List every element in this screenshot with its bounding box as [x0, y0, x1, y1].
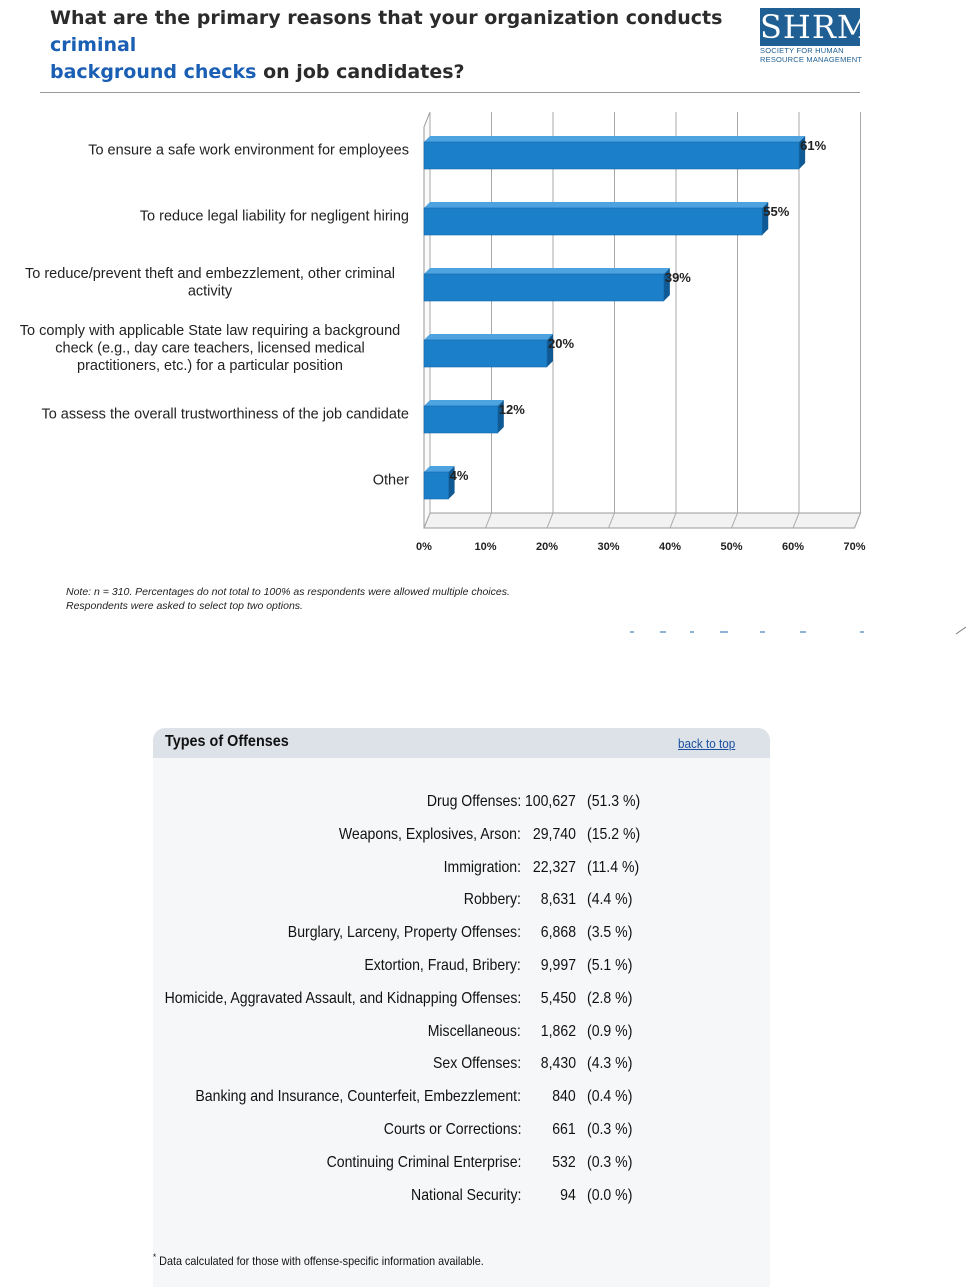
offense-row: [153, 987, 770, 1011]
logo-subtitle-line-2: RESOURCE MANAGEMENT: [760, 55, 863, 64]
chart-x-ticks: [416, 541, 866, 553]
offense-percent: (0.9 %): [587, 1022, 633, 1040]
bar-front-face: [424, 340, 547, 367]
decorative-artifact: [620, 626, 969, 638]
offense-label: Continuing Criminal Enterprise:: [326, 1153, 521, 1171]
bar: [424, 400, 504, 433]
offense-count: 100,627: [525, 793, 576, 810]
bar-top-face: [424, 202, 768, 208]
offense-percent: (51.3 %): [587, 793, 641, 810]
logo-subtitle: [760, 46, 864, 64]
offense-label: Homicide, Aggravated Assault, and Kidnapping Offenses:: [164, 989, 521, 1007]
offense-row: [153, 1151, 770, 1175]
offense-row: [153, 921, 770, 945]
bar: [424, 268, 670, 301]
offense-row: [153, 1184, 770, 1208]
shrm-logo: [760, 8, 871, 74]
bar-chart: [0, 100, 900, 570]
chart-category-labels: [20, 143, 409, 489]
chart-note: [66, 585, 510, 613]
offense-label: Immigration:: [443, 858, 521, 876]
offense-percent: (0.0 %): [587, 1186, 633, 1204]
x-tick-label: 40%: [658, 541, 682, 553]
offense-row: [153, 856, 770, 880]
category-label: To assess the overall trustworthiness of the job candidate: [41, 406, 409, 423]
offenses-panel: [153, 728, 770, 1287]
bar-value-label: 55%: [763, 204, 790, 219]
header-divider: [40, 92, 860, 93]
offense-label: Banking and Insurance, Counterfeit, Embezzlement:: [195, 1088, 521, 1106]
offense-percent: (0.4 %): [587, 1088, 633, 1106]
offense-percent: (3.5 %): [587, 924, 633, 942]
x-tick-label: 60%: [781, 541, 805, 553]
offense-label: Drug Offenses:: [426, 793, 521, 810]
bar-front-face: [424, 208, 762, 235]
offense-percent: (4.4 %): [587, 891, 633, 909]
offense-percent: (11.4 %): [587, 858, 640, 876]
offense-label: National Security:: [410, 1186, 521, 1204]
title-text-1: What are the primary reasons that your organization conducts: [50, 7, 723, 29]
bar: [424, 136, 805, 169]
offense-label: Burglary, Larceny, Property Offenses:: [287, 924, 521, 942]
offense-row: [153, 954, 770, 978]
chart-grid: [424, 112, 861, 528]
title-highlight-1: criminal: [50, 34, 137, 56]
category-label: Other: [372, 472, 409, 489]
offense-count: 8,430: [540, 1055, 576, 1073]
offense-count: 5,450: [540, 989, 576, 1007]
offense-count: 532: [552, 1153, 576, 1171]
bar-front-face: [424, 406, 498, 433]
logo-subtitle-line-1: SOCIETY FOR HUMAN: [760, 46, 844, 55]
x-tick-label: 0%: [416, 541, 432, 553]
offense-row: [153, 790, 770, 814]
bar-value-label: 4%: [449, 468, 469, 483]
offense-count: 1,862: [540, 1022, 576, 1040]
offense-row: [153, 1052, 770, 1076]
bar-value-label: 39%: [664, 270, 691, 285]
category-label: To reduce legal liability for negligent hiring: [139, 208, 409, 225]
bar-value-label: 12%: [498, 402, 525, 417]
bar-front-face: [424, 472, 449, 499]
x-tick-label: 20%: [535, 541, 559, 553]
offense-percent: (2.8 %): [587, 989, 633, 1007]
offense-label: Extortion, Fraud, Bribery:: [364, 957, 521, 974]
category-label: activity: [187, 283, 233, 300]
category-label: practitioners, etc.) for a particular position: [77, 358, 343, 374]
note-line-1: Note: n = 310. Percentages do not total to 100% as respondents were allowed multiple choices.: [66, 586, 510, 598]
chart-title: [50, 5, 750, 86]
offense-count: 6,868: [540, 924, 576, 942]
offense-row: [153, 823, 770, 847]
offense-percent: (5.1 %): [587, 957, 633, 974]
offense-count: 29,740: [532, 825, 576, 843]
offense-count: 840: [552, 1088, 576, 1106]
category-label: To reduce/prevent theft and embezzlement, other criminal: [25, 265, 395, 282]
offense-percent: (0.3 %): [587, 1121, 633, 1138]
footnote-text: Data calculated for those with offense-specific information available.: [159, 1254, 484, 1268]
bar-value-label: 20%: [548, 336, 575, 351]
offense-count: 94: [560, 1186, 576, 1204]
offense-percent: (4.3 %): [587, 1055, 633, 1073]
category-label: To ensure a safe work environment for employees: [88, 142, 409, 159]
x-tick-label: 10%: [474, 541, 497, 553]
note-line-2: Respondents were asked to select top two options.: [66, 600, 303, 612]
x-tick-label: 50%: [720, 541, 743, 553]
chart-side-wall: [424, 112, 430, 528]
offense-label: Courts or Corrections:: [383, 1121, 521, 1138]
offense-percent: (0.3 %): [587, 1153, 633, 1171]
offense-label: Sex Offenses:: [432, 1055, 521, 1073]
offense-count: 661: [552, 1121, 576, 1138]
offenses-footnote: [153, 1252, 484, 1268]
back-to-top-link[interactable]: back to top: [678, 736, 736, 751]
chart-bars: [424, 136, 827, 499]
offense-label: Miscellaneous:: [427, 1022, 521, 1040]
bar-top-face: [424, 136, 805, 142]
offenses-panel-header: [153, 728, 770, 758]
offense-count: 22,327: [532, 858, 576, 876]
offense-count: 9,997: [540, 957, 576, 974]
bar-top-face: [424, 268, 670, 274]
offense-row: [153, 1020, 770, 1044]
category-label: To comply with applicable State law requiring a background: [19, 323, 401, 339]
x-tick-label: 70%: [843, 541, 866, 553]
bar-front-face: [424, 142, 799, 169]
bar-value-label: 61%: [800, 138, 827, 153]
offense-row: [153, 888, 770, 912]
chart-floor: [424, 513, 861, 528]
offense-label: Robbery:: [463, 891, 521, 909]
footnote-mark: *: [153, 1252, 157, 1262]
offenses-panel-title: Types of Offenses: [165, 733, 289, 750]
title-highlight-2: background checks: [50, 61, 257, 83]
x-tick-label: 30%: [597, 541, 620, 553]
offense-count: 8,631: [540, 891, 576, 909]
offense-label: Weapons, Explosives, Arson:: [338, 825, 521, 843]
bar: [424, 202, 768, 235]
category-label: check (e.g., day care teachers, licensed medical: [55, 340, 365, 357]
offense-percent: (15.2 %): [587, 825, 641, 843]
title-text-2: on job candidates?: [256, 61, 465, 83]
logo-mark: SHRM: [760, 8, 871, 46]
bar-top-face: [424, 334, 553, 340]
bar-front-face: [424, 274, 664, 301]
offense-row: [153, 1085, 770, 1109]
offense-row: [153, 1118, 770, 1142]
bar-top-face: [424, 400, 504, 406]
bar: [424, 334, 553, 367]
